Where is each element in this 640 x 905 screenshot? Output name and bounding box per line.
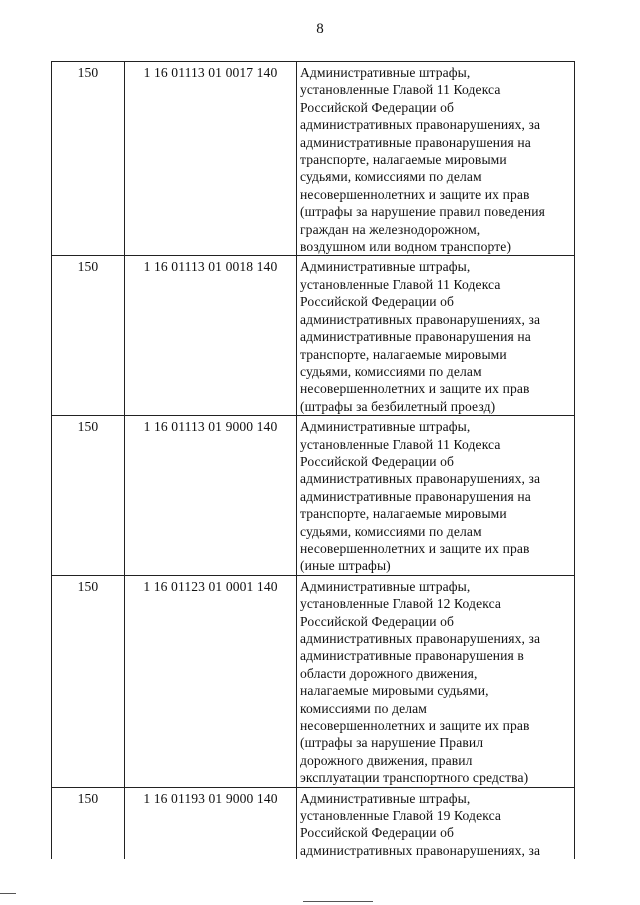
description-line: установленные Главой 11 Кодекса (300, 82, 501, 98)
admin-code-cell: 150 (52, 787, 125, 859)
description-line: воздушном или водном транспорте) (300, 239, 512, 255)
description-line: (штрафы за безбилетный проезд) (300, 398, 496, 414)
description-line: Российской Федерации об (300, 453, 455, 469)
table-row (52, 416, 575, 576)
description-line: комиссиями по делам (300, 700, 427, 716)
description-line: транспорте, налагаемые мировыми (300, 506, 507, 522)
admin-code-cell: 150 (52, 62, 125, 256)
budget-code-cell: 1 16 01113 01 9000 140 (125, 416, 297, 576)
description-line: Административные штрафы, (300, 259, 471, 275)
description-cell (297, 575, 575, 787)
description-line: налагаемые мировыми судьями, (300, 683, 489, 699)
budget-code-cell: 1 16 01113 01 0017 140 (125, 62, 297, 256)
description-cell (297, 62, 575, 256)
budget-codes-table (51, 61, 575, 859)
description-line: судьями, комиссиями по делам (300, 169, 482, 185)
description-line: Административные штрафы, (300, 65, 471, 80)
description-line: эксплуатации транспортного средства) (300, 770, 529, 786)
description-line: Российской Федерации об (300, 294, 455, 310)
scan-edge-mark (303, 901, 373, 902)
description-line: административные правонарушения на (300, 488, 531, 504)
description-line: Российской Федерации об (300, 825, 455, 841)
description-line: (иные штрафы) (300, 558, 391, 574)
admin-code-cell: 150 (52, 575, 125, 787)
description-line: судьями, комиссиями по делам (300, 363, 482, 379)
description-line: административные правонарушения на (300, 329, 531, 345)
description-line: области дорожного движения, (300, 665, 478, 681)
table-body (52, 62, 575, 860)
description-cell (297, 787, 575, 859)
description-line: административные правонарушения в (300, 648, 524, 664)
description-line: административных правонарушениях, за (300, 117, 541, 133)
description-line: Административные штрафы, (300, 790, 471, 806)
description-line: административных правонарушениях, за (300, 631, 541, 646)
admin-code-cell: 150 (52, 256, 125, 416)
description-line: административных правонарушениях, за (300, 311, 541, 327)
description-line: (штрафы за нарушение правил поведения (300, 204, 545, 220)
description-line: установленные Главой 11 Кодекса (300, 276, 501, 292)
table-row (52, 787, 575, 859)
description-cell (297, 416, 575, 576)
description-line: установленные Главой 11 Кодекса (300, 436, 501, 452)
description-line: установленные Главой 19 Кодекса (300, 808, 501, 824)
page-number: 8 (316, 21, 324, 37)
description-line: административные правонарушения на (300, 134, 531, 150)
description-line: Административные штрафы, (300, 419, 471, 435)
table-row (52, 575, 575, 787)
description-line: несовершеннолетних и защите их прав (300, 718, 530, 734)
description-line: транспорте, налагаемые мировыми (300, 346, 507, 362)
description-line: (штрафы за нарушение Правил (300, 735, 484, 751)
description-line: установленные Главой 12 Кодекса (300, 596, 501, 612)
description-line: административных правонарушениях, за (300, 842, 541, 858)
description-line: административных правонарушениях, за (300, 471, 541, 487)
table-row (52, 256, 575, 416)
description-line: Административные штрафы, (300, 578, 471, 594)
description-line: граждан на железнодорожном, (300, 221, 481, 237)
description-cell (297, 256, 575, 416)
description-line: Российской Федерации об (300, 613, 455, 629)
admin-code-cell: 150 (52, 416, 125, 576)
description-line: несовершеннолетних и защите их прав (300, 186, 530, 202)
description-line: несовершеннолетних и защите их прав (300, 540, 530, 556)
budget-code-cell: 1 16 01113 01 0018 140 (125, 256, 297, 416)
table-row (52, 62, 575, 256)
description-line: судьями, комиссиями по делам (300, 523, 482, 539)
description-line: Российской Федерации об (300, 99, 455, 115)
description-line: несовершеннолетних и защите их прав (300, 381, 530, 397)
scan-edge-mark (0, 893, 16, 894)
budget-code-cell: 1 16 01123 01 0001 140 (125, 575, 297, 787)
description-line: дорожного движения, правил (300, 752, 473, 768)
budget-code-cell: 1 16 01193 01 9000 140 (125, 787, 297, 859)
description-line: транспорте, налагаемые мировыми (300, 152, 507, 168)
